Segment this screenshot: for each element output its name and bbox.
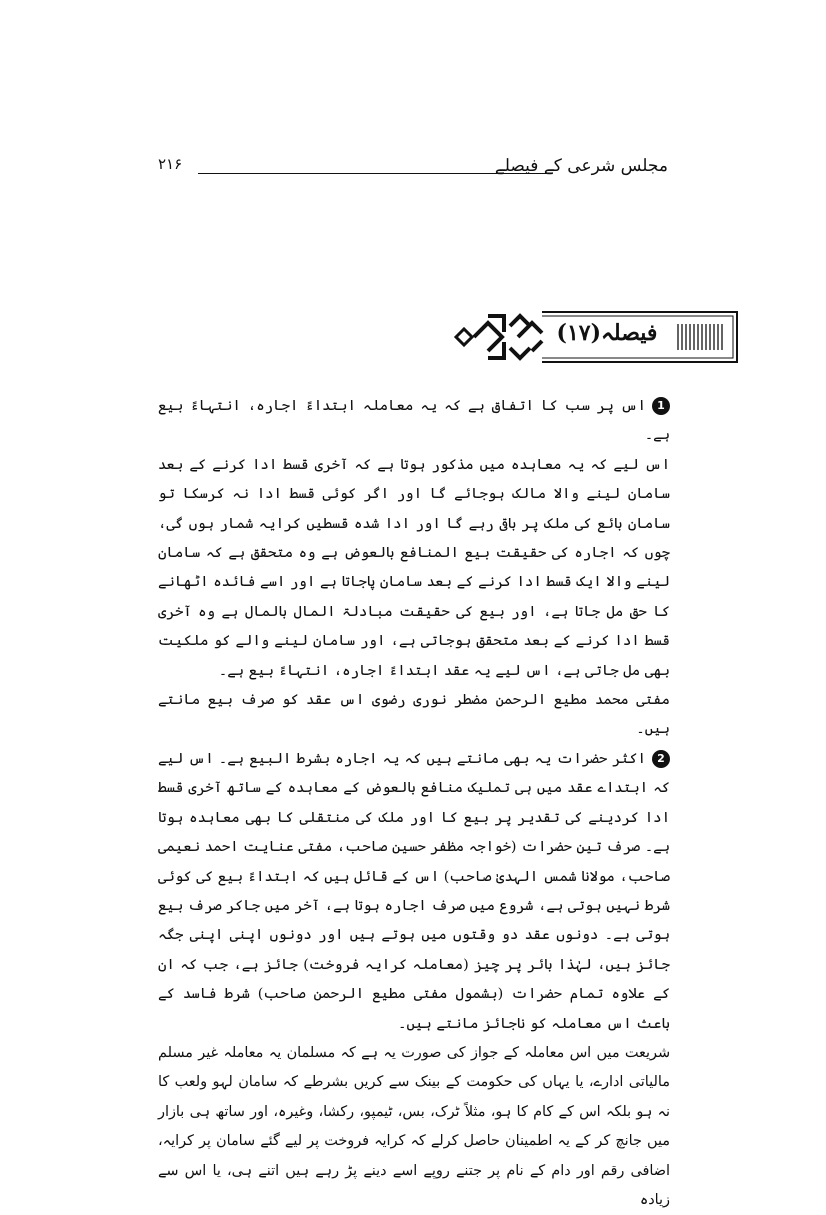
paragraph-permissibility: شریعت میں اس معاملہ کے جواز کی صورت یہ ہے کہ مسلمان یہ معاملہ غیر مسلم مالیاتی ادارے، یا یہاں کی حکومت کے بینک سے کریں بشرطے کہ سامان لہو ولعب کا نہ ہو بلکہ اس کے کام کا ہو، مثلاً ٹرک، بس، ٹیمپو، رکشا، وغیرہ، اور ساتھ ہی بازار میں جانچ کر کے یہ اطمینان حاصل کرلے کہ کرایہ فروخت پر لیے گئے سامان پر کرایہ، اضافی رقم اور دام کے نام پر جتنے روپے اسے دینے پڑ رہے ہیں اتنے ہی، یا اس سے زیادہ [158, 1044, 670, 1208]
paragraph-consensus [158, 392, 670, 451]
decision-title: فیصلہ(۱۷) [556, 320, 658, 346]
running-header [158, 155, 668, 179]
paragraph-consensus-text: اس پر سب کا اتفاق ہے کہ یہ معاملہ ابتداءً اجارہ، انتہاءً بیع ہے۔ [158, 398, 670, 444]
header-rule [198, 173, 548, 174]
paragraph-dissent: مفتی محمد مطیع الرحمن مضطر نوری رضوی اس عقد کو صرف بیع مانتے ہیں۔ [158, 692, 670, 738]
running-header-title: مجلس شرعی کے فیصلے [494, 156, 668, 176]
document-body [158, 392, 670, 1215]
point-marker-1: 1 [652, 397, 670, 415]
paragraph-reasoning: اس لیے کہ یہ معاہدہ میں مذکور ہوتا ہے کہ آخری قسط ادا کرنے کے بعد سامان لینے والا مالک ہوجائے گا اور اگر کوئی قسط ادا نہ کرسکا تو سامان بائع کی ملک پر باقی رہے گا اور ادا شدہ قسطیں کرایہ شمار ہوں گی، چوں کہ اجارہ کی حقیقت بیع المنافع بالعوض ہے وہ متحقق ہے کہ سامان لینے والا ایک قسط ادا کرنے کے بعد سامان پاجاتا ہے اور اسے فائدہ اٹھانے کا حق مل جاتا ہے، اور بیع کی حقیقت مبادلۃ المال بالمال ہے وہ آخری قسط ادا کرنے کے بعد متحقق ہوجاتی ہے، اور سامان لینے والے کو ملکیت بھی مل جاتی ہے، اس لیے یہ عقد ابتداءً اجارہ، انتہاءً بیع ہے۔ [158, 456, 670, 679]
decision-banner [452, 306, 742, 368]
page-number: ۲۱۶ [158, 155, 183, 173]
paragraph-majority [158, 745, 670, 1039]
paragraph-majority-text: اکثر حضرات یہ بھی مانتے ہیں کہ یہ اجارہ بشرط البیع ہے۔ اس لیے کہ ابتداے عقد میں ہی تملیک منافع بالعوض کے معاہدہ کے ساتھ آخری قسط ادا کردینے کی تقدیر پر بیع کا اور ملک کی منتقلی کا بھی معاہدہ ہوتا ہے۔ صرف تین حضرات (خواجہ مظفر حسین صاحب، مفتی عنایت احمد نعیمی صاحب، مولانا شمس الہدیٰ صاحب) اس کے قائل ہیں کہ ابتداءً بیع کی کوئی شرط نہیں ہوتی ہے، شروع میں صرف اجارہ ہوتا ہے، آخر میں جاکر صرف بیع ہوتی ہے۔ دونوں عقد دو وقتوں میں ہوتے ہیں اور دونوں اپنی اپنی جگہ جائز ہیں، لہٰذا بائر پر چیز (معاملہ کرایہ فروخت) جائز ہے، جب کہ ان کے علاوہ تمام حضرات (بشمول مفتی مطیع الرحمن صاحب) شرط فاسد کے باعث اس معاملہ کو ناجائز مانتے ہیں۔ [158, 750, 670, 1032]
point-marker-2: 2 [652, 750, 670, 768]
